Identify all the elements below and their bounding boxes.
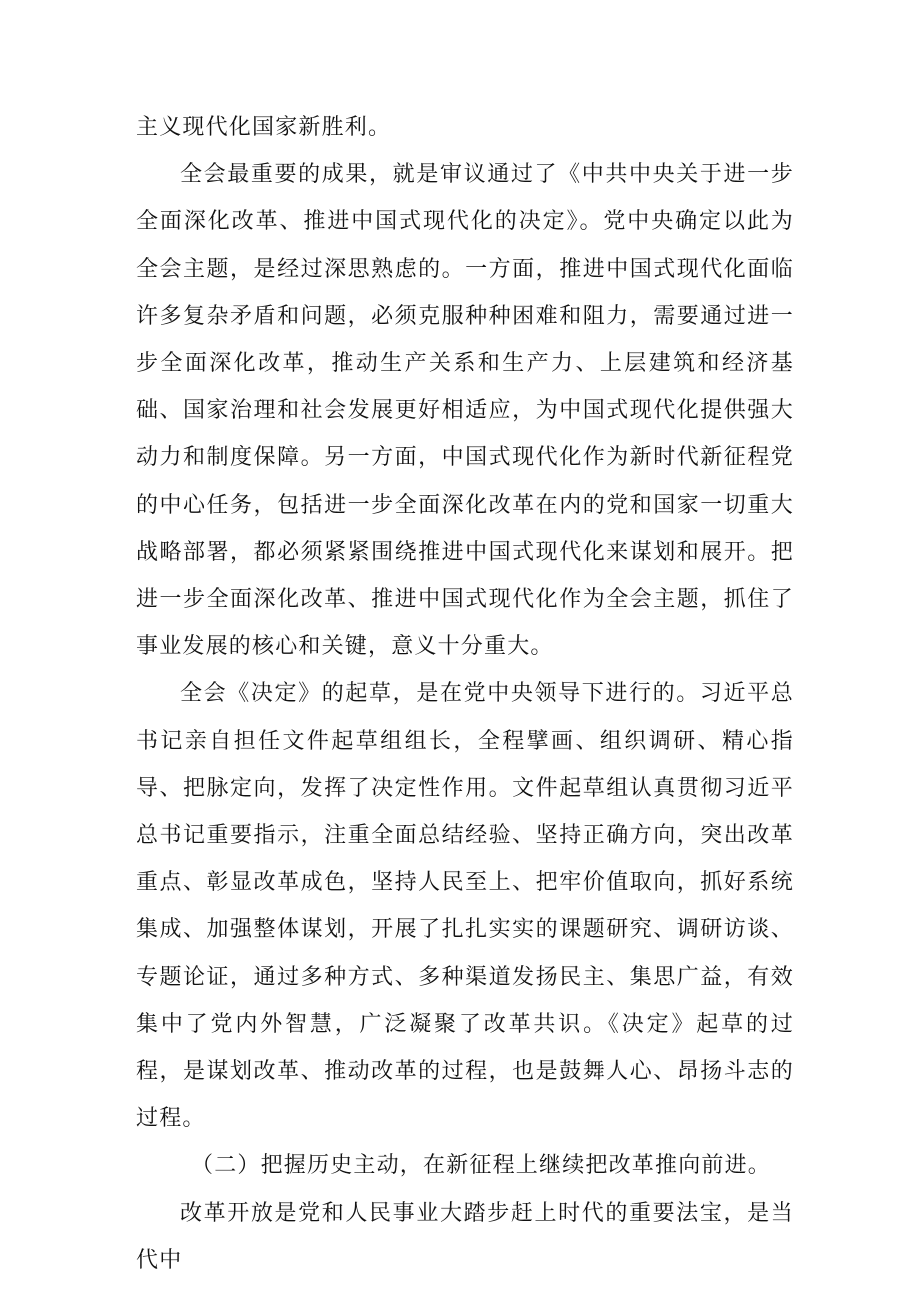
paragraph-decision-drafting: 全会《决定》的起草，是在党中央领导下进行的。习近平总书记亲自担任文件起草组组长，全程擘画、组织调研、精心指导、把脉定向，发挥了决定性作用。文件起草组认真贯彻习近平总书记重要指示，注重全面总结经验、坚持正确方向，突出改革重点、彰显改革成色，坚持人民至上、把牢价值取向，抓好系统集成、加强整体谋划，开展了扎扎实实的课题研究、调研访谈、专题论证，通过多种方式、多种渠道发扬民主、集思广益，有效集中了党内外智慧，广泛凝聚了改革共识。《决定》起草的过程，是谋划改革、推动改革的过程，也是鼓舞人心、昂扬斗志的过程。 (136, 681, 794, 1132)
paragraph-continuation: 主义现代化国家新胜利。 (136, 115, 392, 140)
section-heading: （二）把握历史主动，在新征程上继续把改革推向前进。 (191, 1153, 772, 1179)
paragraph-plenary-outcome: 全会最重要的成果，就是审议通过了《中共中央关于进一步全面深化改革、推进中国式现代化的决定》。党中央确定以此为全会主题，是经过深思熟虑的。一方面，推进中国式现代化面临许多复杂矛盾和问题，必须克服种种困难和阻力，需要通过进一步全面深化改革，推动生产关系和生产力、上层建筑和经济基础、国家治理和社会发展更好相适应，为中国式现代化提供强大动力和制度保障。另一方面，中国式现代化作为新时代新征程党的中心任务，包括进一步全面深化改革在内的党和国家一切重大战略部署，都必须紧紧围绕推进中国式现代化来谋划和展开。把进一步全面深化改革、推进中国式现代化作为全会主题，抓住了事业发展的核心和关键，意义十分重大。 (136, 162, 794, 660)
document-body (136, 104, 794, 1284)
paragraph-reform-opening: 改革开放是党和人民事业大踏步赶上时代的重要法宝，是当代中 (136, 1200, 794, 1273)
